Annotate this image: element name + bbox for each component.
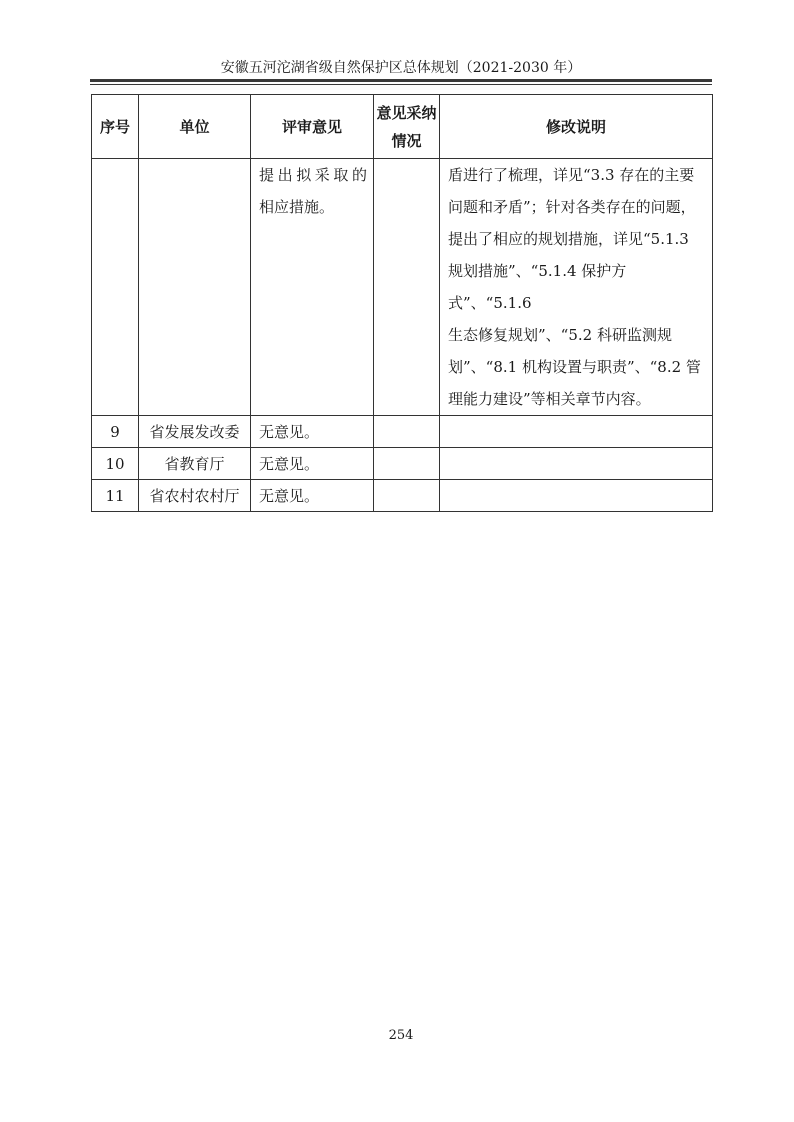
cell-no: 9: [92, 416, 139, 448]
column-header-unit: 单位: [139, 95, 251, 159]
table-row: [92, 416, 713, 448]
opinion-text: [251, 159, 373, 223]
note-text: [440, 159, 712, 415]
cell-unit: 省发展发改委: [139, 416, 251, 448]
cell-no: 11: [92, 480, 139, 512]
page-number: 254: [388, 1028, 414, 1043]
cell-no: 10: [92, 448, 139, 480]
cell-opinion: 无意见。: [251, 480, 374, 512]
cell-no: [92, 159, 139, 416]
review-opinion-table: [91, 94, 713, 512]
cell-unit: [139, 159, 251, 416]
cell-adoption: [374, 448, 440, 480]
note-line: 划”、“8.1 机构设置与职责”、“8.2 管: [448, 358, 701, 376]
opinion-line: 提出拟采取的: [259, 166, 367, 184]
table-header-row: [92, 95, 713, 159]
column-header-no: 序号: [92, 95, 139, 159]
cell-note: [440, 416, 713, 448]
cell-opinion: [251, 159, 374, 416]
note-line: 盾进行了梳理，详见“3.3 存在的主要: [448, 166, 695, 184]
cell-adoption: [374, 416, 440, 448]
column-header-opinion: 评审意见: [251, 95, 374, 159]
table-row: [92, 480, 713, 512]
note-line: 理能力建设”等相关章节内容。: [448, 390, 651, 408]
cell-unit: 省农村农村厅: [139, 480, 251, 512]
column-header-adoption-text: 意见采纳情况: [376, 103, 437, 150]
note-line: 生态修复规划”、“5.2 科研监测规: [448, 326, 672, 344]
header-rule-thick: [90, 79, 712, 82]
cell-unit: 省教育厅: [139, 448, 251, 480]
page-header-title: 安徽五河沱湖省级自然保护区总体规划（2021-2030 年）: [220, 60, 582, 76]
cell-opinion: 无意见。: [251, 448, 374, 480]
cell-adoption: [374, 480, 440, 512]
table-row: [92, 448, 713, 480]
opinion-line: 相应措施。: [259, 198, 335, 216]
note-line: 提出了相应的规划措施，详见“5.1.3: [448, 230, 689, 248]
header-rule-thin: [90, 84, 712, 85]
cell-note: [440, 159, 713, 416]
cell-adoption: [374, 159, 440, 416]
column-header-adoption: [374, 95, 440, 159]
cell-note: [440, 448, 713, 480]
note-line: 规划措施”、“5.1.4 保护方式”、“5.1.6: [448, 262, 627, 312]
cell-opinion: 无意见。: [251, 416, 374, 448]
column-header-note: 修改说明: [440, 95, 713, 159]
table-row-continued: [92, 159, 713, 416]
cell-note: [440, 480, 713, 512]
note-line: 问题和矛盾”；针对各类存在的问题，: [448, 198, 696, 216]
